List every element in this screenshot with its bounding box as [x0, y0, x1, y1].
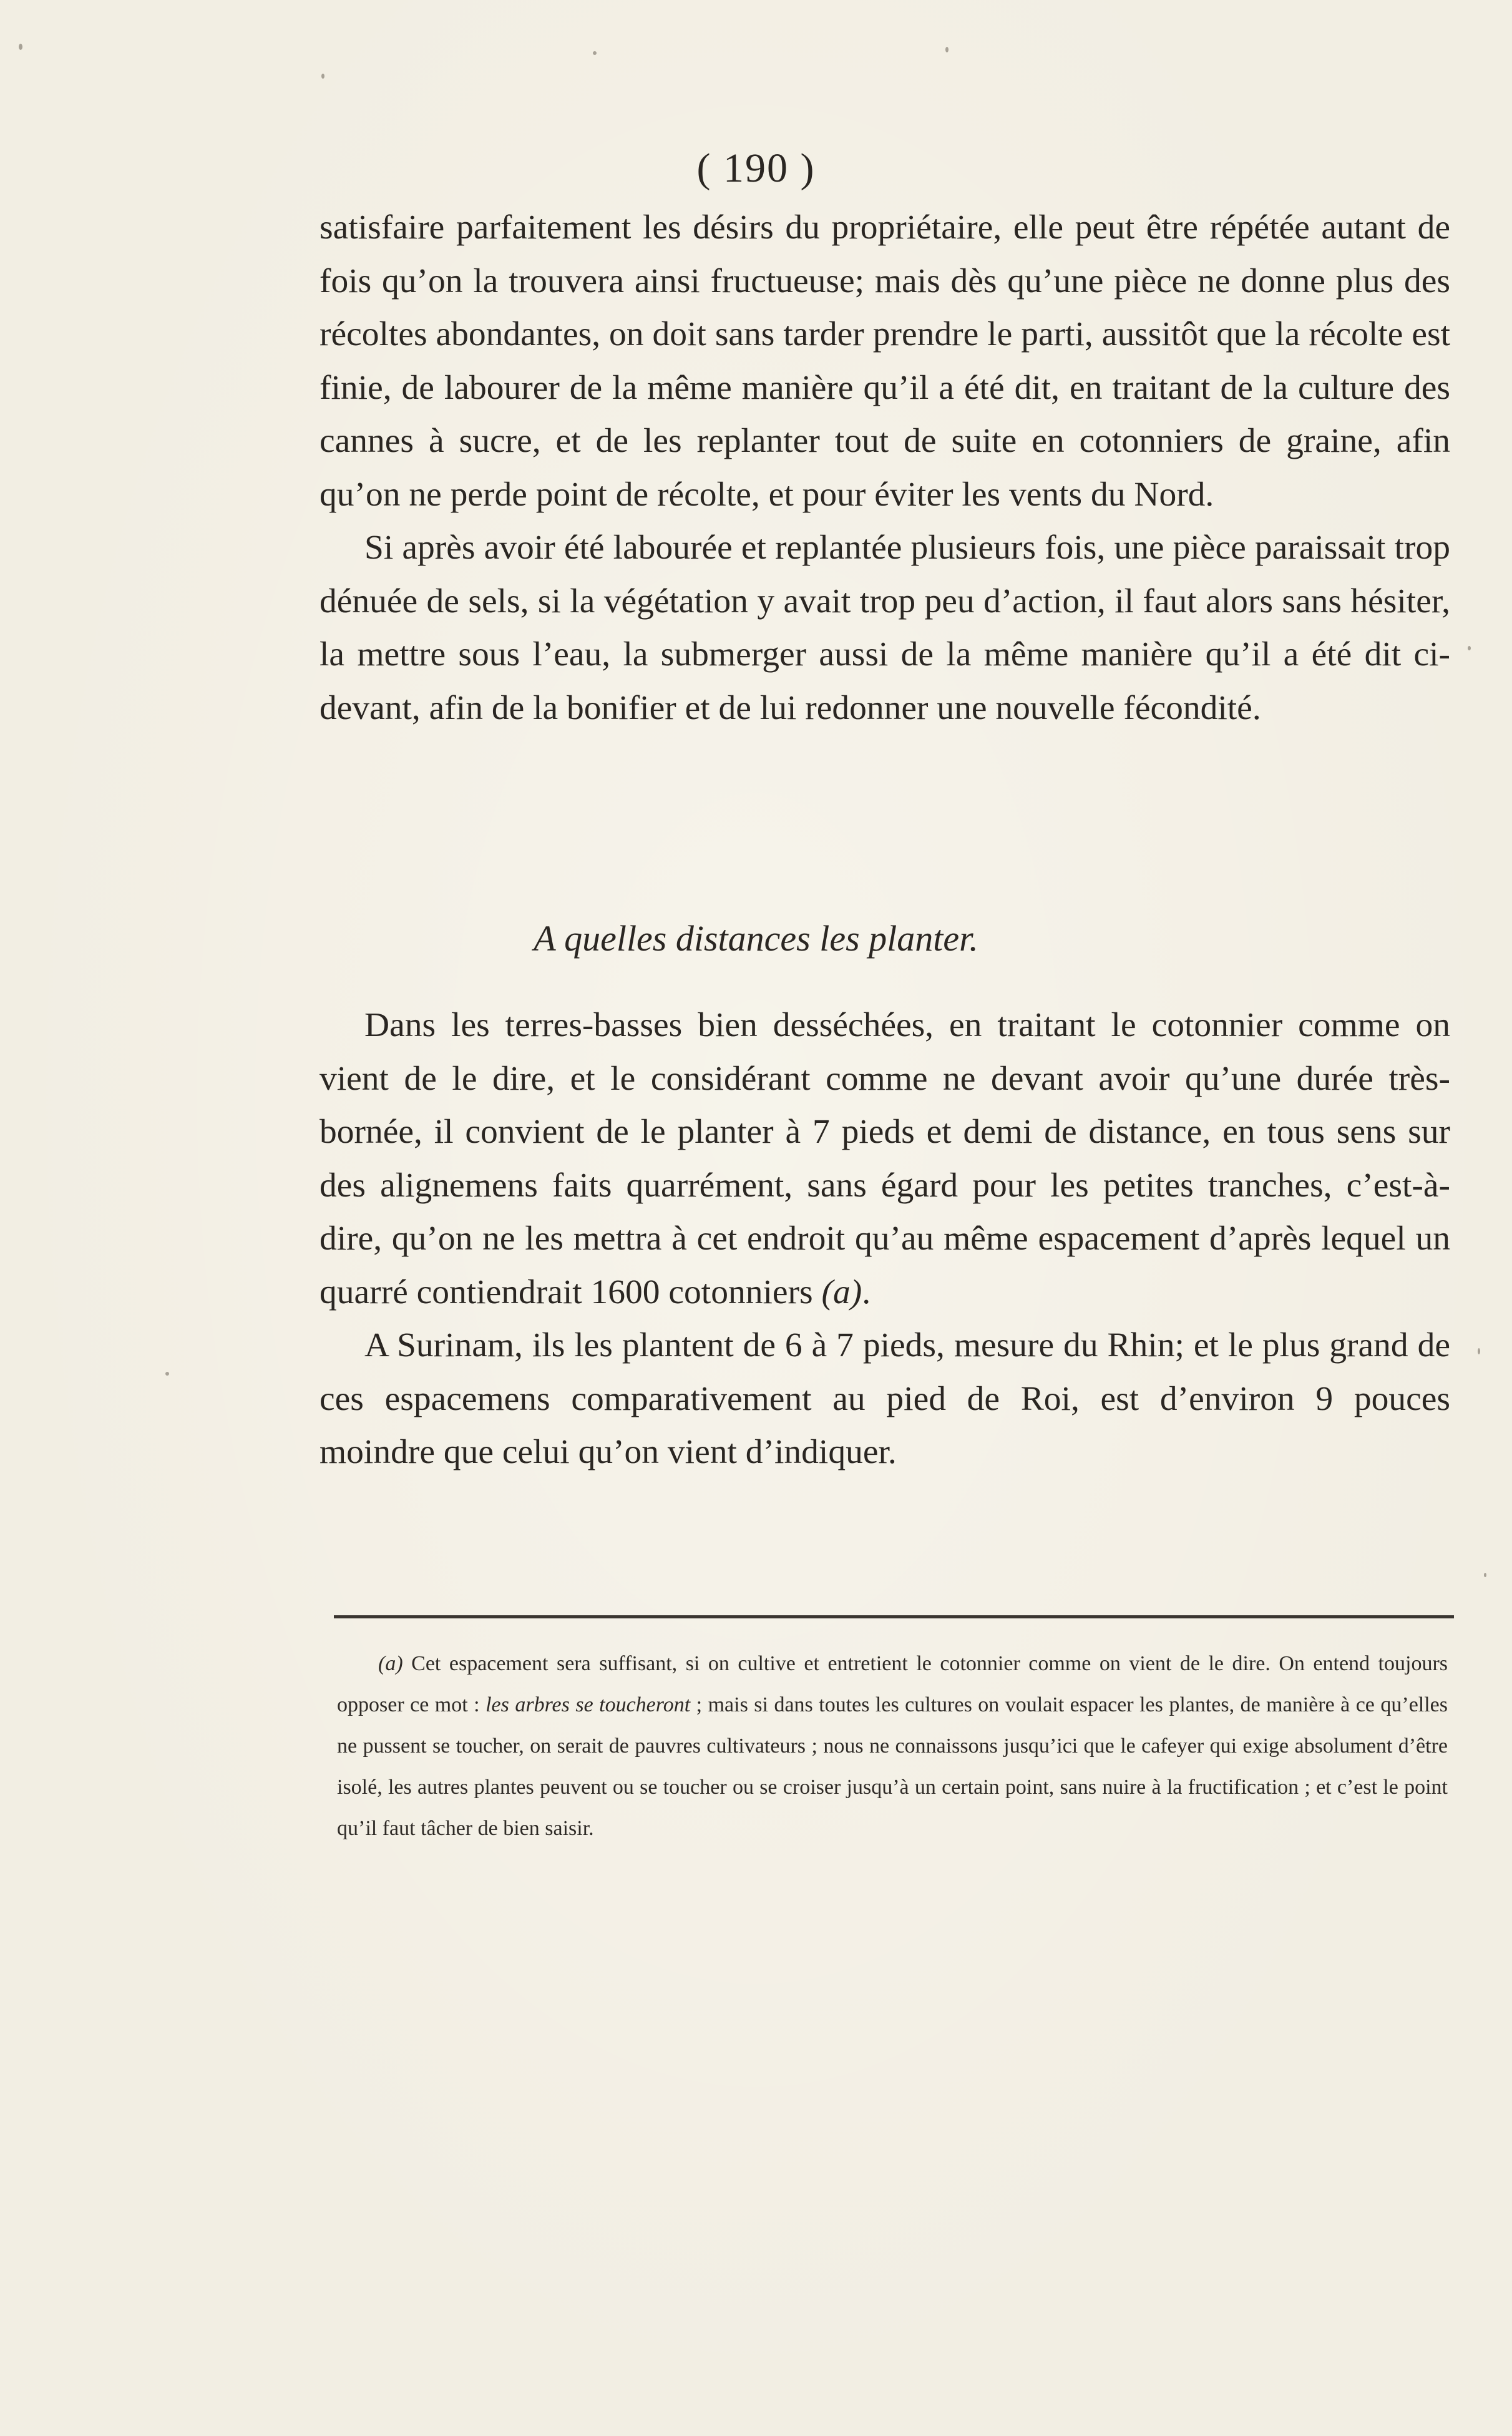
speck: [593, 51, 597, 55]
text-block-top: [319, 201, 1450, 735]
section-heading: A quelles distances les planter.: [534, 918, 978, 959]
speck: [945, 47, 949, 52]
speck: [19, 44, 22, 50]
page-number: ( 190 ): [696, 145, 816, 191]
footnote-text-1: Cet espacement sera suffisant, si on cultive et entretient le cotonnier comme on vient de le dire. On entend toujours opposer ce mot :: [337, 1652, 1448, 1716]
paragraph-continuation: satisfaire parfaitement les désirs du propriétaire, elle peut être répétée autant de fois qu’on la trouvera ainsi fructueuse; mais dès qu’une pièce ne donne plus des récoltes abondantes, on doit sans tarder prendre le parti, aussitôt que la récolte est finie, de labourer de la même manière qu’il a été dit, en traitant de la culture des cannes à sucre, et de les replanter tout de suite en cotonniers de graine, afin qu’on ne perde point de récolte, et pour éviter les vents du Nord.: [319, 208, 1450, 514]
paragraph-surinam: A Surinam, ils les plantent de 6 à 7 pieds, mesure du Rhin; et le plus grand de ces espacemens comparativement au pied de Roi, est d’environ 9 pouces moindre que celui qu’on vient d’indiquer.: [319, 1326, 1450, 1471]
footnote-divider: [334, 1615, 1454, 1618]
paragraph-spacing-text: Dans les terres-basses bien desséchées, en traitant le cotonnier comme on vient de le dire, et le considérant comme ne devant avoir qu’une durée très-bornée, il convient de le planter à 7 pieds et demi de distance, en tous sens sur des alignemens faits quarrément, sans égard pour les petites tranches, c’est-à-dire, qu’on ne les mettra à cet endroit qu’au même espacement d’après lequel un quarré contiendrait 1600 cotonniers: [319, 1006, 1450, 1311]
footnote-marker: (a): [378, 1652, 403, 1675]
paragraph-spacing-end: .: [862, 1273, 871, 1311]
paragraph-spacing: [319, 999, 1450, 1319]
text-block-bottom: [319, 999, 1450, 1479]
paragraph-submersion: Si après avoir été labourée et replantée plusieurs fois, une pièce paraissait trop dénuée de sels, si la végétation y avait trop peu d’action, il faut alors sans hésiter, la mettre sous l’eau, la submerger aussi de la même manière qu’il a été dit ci-devant, afin de la bonifier et de lui redonner une nouvelle fécondité.: [319, 529, 1450, 727]
footnote-text-2: ; mais si dans toutes les cultures on voulait espacer les plantes, de manière à ce qu’elles ne pussent se toucher, on serait de pauvres cultivateurs ; nous ne connaissons jusqu’ici que le cafeyer qui exige absolument d’être isolé, les autres plantes peuvent ou se toucher ou se croiser jusqu’à un certain point, sans nuire à la fructification ; et c’est le point qu’il faut tâcher de bien saisir.: [337, 1693, 1448, 1840]
footnote-reference: (a): [821, 1273, 862, 1311]
speck: [1478, 1348, 1480, 1354]
footnote: [337, 1643, 1448, 1849]
speck: [321, 74, 324, 79]
footnote-italic-phrase: les arbres se toucheront: [485, 1693, 691, 1716]
footnote-paragraph: [337, 1643, 1448, 1849]
speck: [165, 1372, 169, 1376]
speck: [1468, 646, 1471, 650]
speck: [1484, 1573, 1486, 1577]
